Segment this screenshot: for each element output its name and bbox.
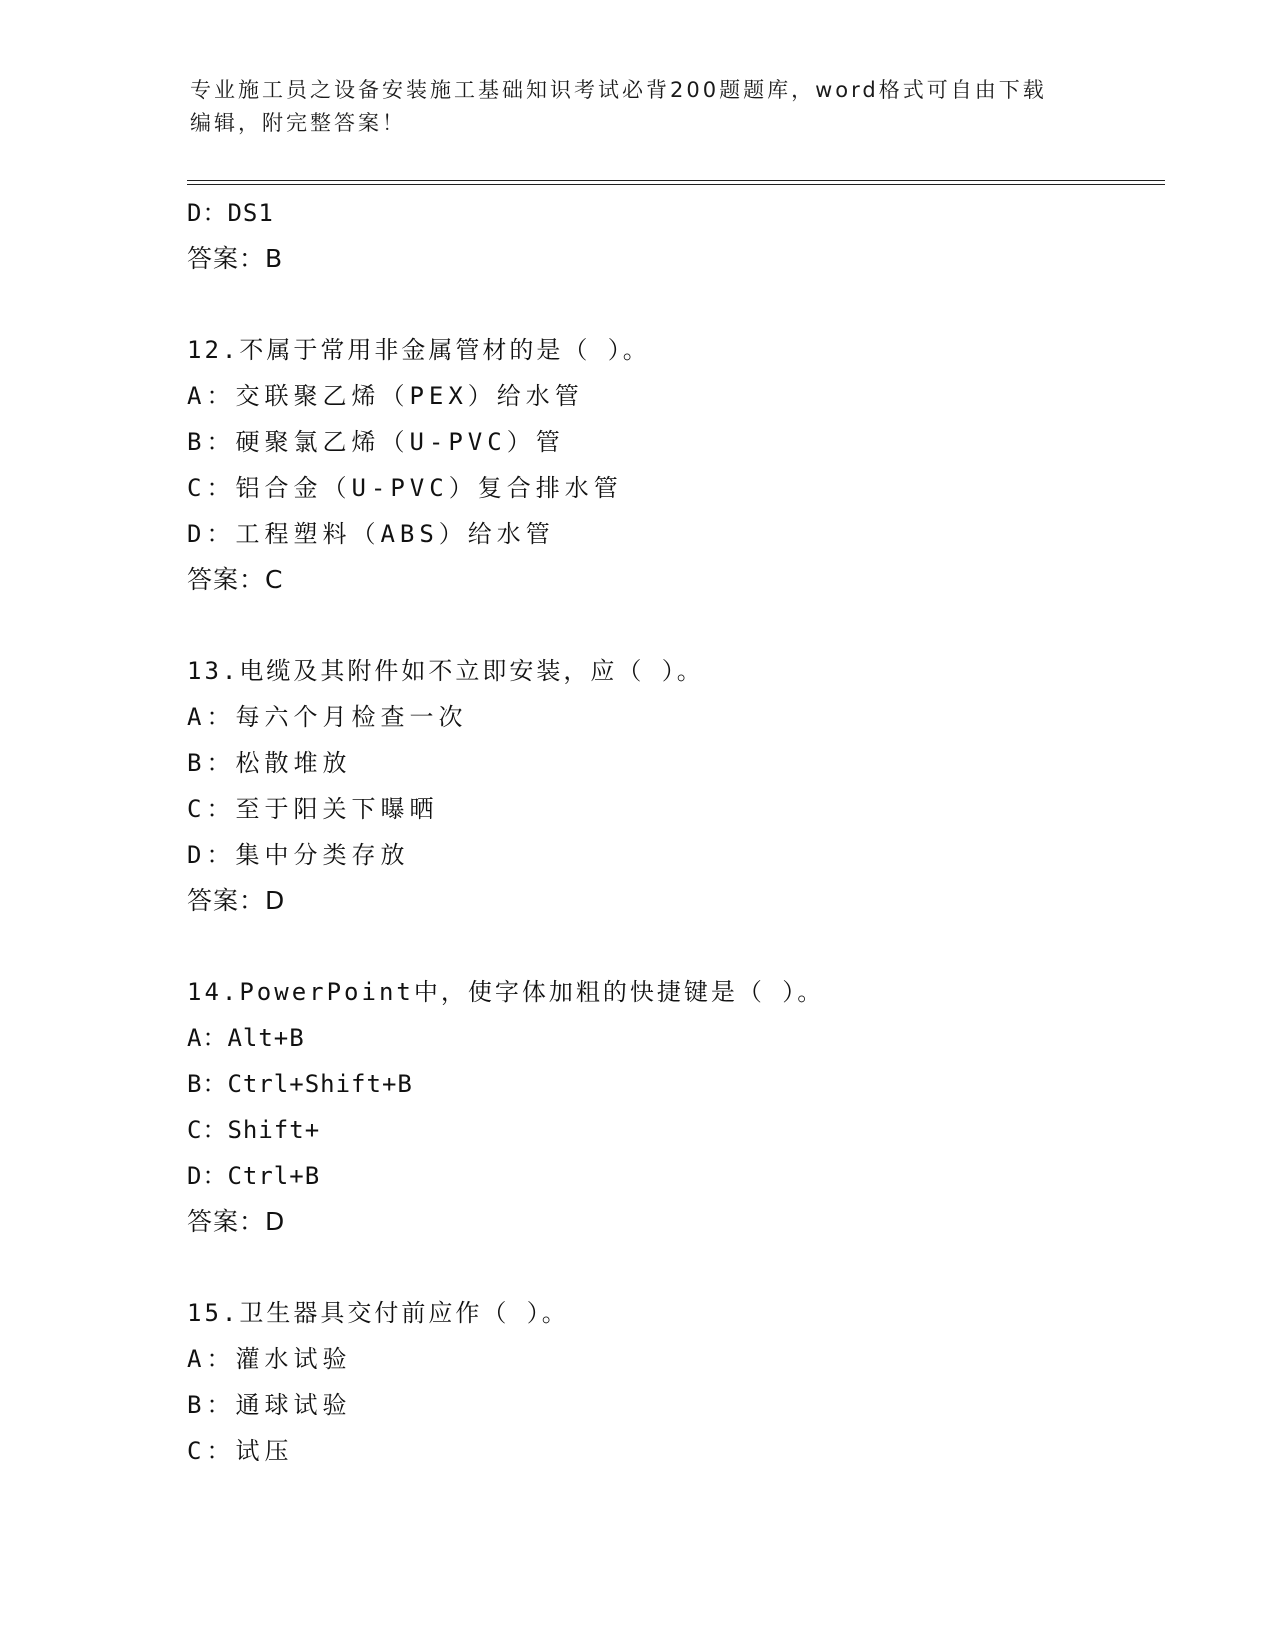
spacer <box>187 1245 1167 1290</box>
header-title-line-1: 专业施工员之设备安装施工基础知识考试必背200题题库，word格式可自由下载 <box>190 78 1047 102</box>
spacer <box>187 282 1167 327</box>
question-14-stem: 14.PowerPoint中，使字体加粗的快捷键是（ ）。 <box>187 978 825 1006</box>
question-13-answer: 答案：D <box>187 886 286 915</box>
question-14-option-c: C：Shift+ <box>187 1116 321 1144</box>
question-15-stem: 15.卫生器具交付前应作（ ）。 <box>187 1299 569 1327</box>
question-12-option-b: B：硬聚氯乙烯（U-PVC）管 <box>187 428 565 456</box>
question-13-option-b: B：松散堆放 <box>187 749 352 777</box>
question-12-stem: 12.不属于常用非金属管材的是（ ）。 <box>187 336 650 364</box>
question-12-option-d: D：工程塑料（ABS）给水管 <box>187 520 555 548</box>
header-title-line-2: 编辑，附完整答案！ <box>190 111 406 135</box>
question-14-option-b: B：Ctrl+Shift+B <box>187 1070 413 1098</box>
header-divider-top <box>187 180 1165 181</box>
question-15-option-a: A：灌水试验 <box>187 1345 352 1373</box>
header-divider-bottom <box>187 184 1165 185</box>
spacer <box>187 603 1167 648</box>
spacer <box>187 924 1167 969</box>
question-13-option-c: C：至于阳关下曝晒 <box>187 795 439 823</box>
question-12-answer: 答案：C <box>187 565 284 594</box>
question-15-option-b: B：通球试验 <box>187 1391 352 1419</box>
question-12-option-c: C：铝合金（U-PVC）复合排水管 <box>187 474 623 502</box>
question-15-option-c: C：试压 <box>187 1437 294 1465</box>
question-14-option-d: D：Ctrl+B <box>187 1162 321 1190</box>
question-13-option-a: A：每六个月检查一次 <box>187 703 468 731</box>
question-11-answer: 答案：B <box>187 244 284 273</box>
question-12-option-a: A：交联聚乙烯（PEX）给水管 <box>187 382 584 410</box>
question-13-option-d: D：集中分类存放 <box>187 841 410 869</box>
question-14-option-a: A：Alt+B <box>187 1024 305 1052</box>
question-list <box>187 190 1167 1474</box>
question-13-stem: 13.电缆及其附件如不立即安装，应（ ）。 <box>187 657 704 685</box>
document-header <box>190 74 1090 140</box>
question-11-option-d: D：DS1 <box>187 199 274 227</box>
question-14-answer: 答案：D <box>187 1207 286 1236</box>
